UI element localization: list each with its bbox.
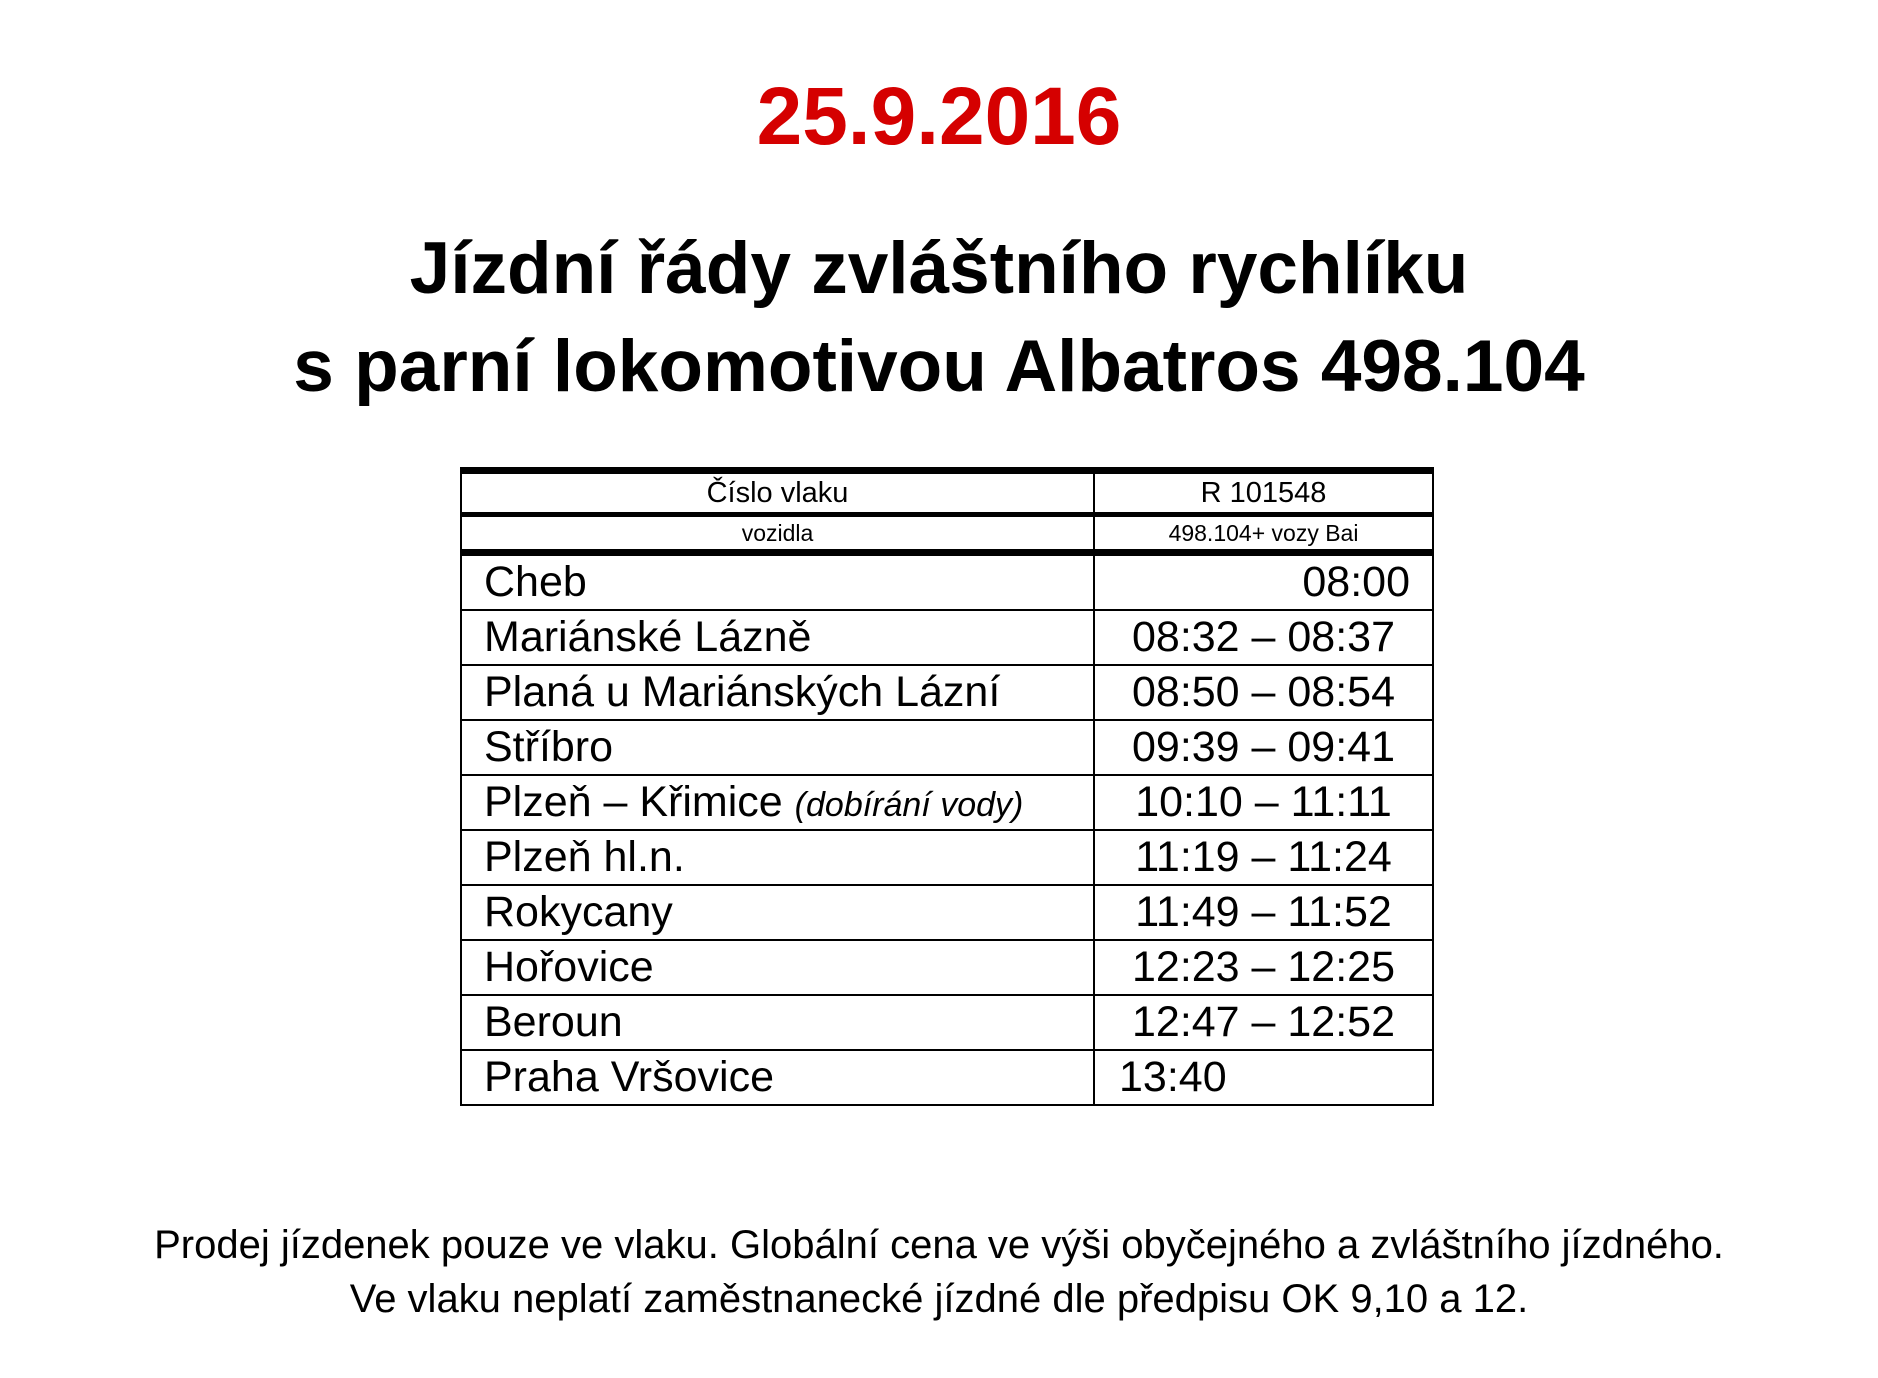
station-cell xyxy=(461,775,1094,830)
station-time: 12:23 – 12:25 xyxy=(1094,940,1433,995)
event-date: 25.9.2016 xyxy=(756,71,1122,162)
station-name: Stříbro xyxy=(461,720,1094,775)
station-name: Beroun xyxy=(461,995,1094,1050)
station-row xyxy=(461,665,1433,720)
station-time: 09:39 – 09:41 xyxy=(1094,720,1433,775)
footer-note-ticket-sales: Prodej jízdenek pouze ve vlaku. Globální cena ve výši obyčejného a zvláštního jízdného. xyxy=(154,1223,1724,1267)
vehicles-label: vozidla xyxy=(461,515,1094,553)
station-time: 08:50 – 08:54 xyxy=(1094,665,1433,720)
station-row xyxy=(461,885,1433,940)
timetable xyxy=(460,467,1434,1106)
station-name: Mariánské Lázně xyxy=(461,610,1094,665)
station-time: 12:47 – 12:52 xyxy=(1094,995,1433,1050)
station-time: 10:10 – 11:11 xyxy=(1094,775,1433,830)
station-row xyxy=(461,940,1433,995)
station-name: Plzeň hl.n. xyxy=(461,830,1094,885)
station-name: Planá u Mariánských Lázní xyxy=(461,665,1094,720)
timetable-header-row xyxy=(461,471,1433,515)
station-time: 08:32 – 08:37 xyxy=(1094,610,1433,665)
station-row xyxy=(461,610,1433,665)
page-title-line-1: Jízdní řády zvláštního rychlíku xyxy=(409,228,1469,309)
vehicles-value: 498.104+ vozy Bai xyxy=(1094,515,1433,553)
train-number-label: Číslo vlaku xyxy=(461,471,1094,515)
station-name: Hořovice xyxy=(461,940,1094,995)
station-time: 08:00 xyxy=(1094,553,1433,611)
station-time: 11:49 – 11:52 xyxy=(1094,885,1433,940)
station-row xyxy=(461,775,1433,830)
station-row xyxy=(461,1050,1433,1105)
station-row xyxy=(461,553,1433,611)
station-name: Rokycany xyxy=(461,885,1094,940)
station-name: Praha Vršovice xyxy=(461,1050,1094,1105)
page-title-line-2: s parní lokomotivou Albatros 498.104 xyxy=(293,326,1585,407)
station-time: 11:19 – 11:24 xyxy=(1094,830,1433,885)
vehicles-row xyxy=(461,515,1433,553)
station-note: (dobírání vody) xyxy=(794,786,1024,824)
station-time: 13:40 xyxy=(1094,1050,1433,1105)
station-name: Cheb xyxy=(461,553,1094,611)
station-row xyxy=(461,830,1433,885)
station-name: Plzeň – Křimice xyxy=(484,778,783,826)
station-row xyxy=(461,995,1433,1050)
train-number-value: R 101548 xyxy=(1094,471,1433,515)
station-row xyxy=(461,720,1433,775)
footer-note-employee-fare: Ve vlaku neplatí zaměstnanecké jízdné dle předpisu OK 9,10 a 12. xyxy=(349,1277,1529,1321)
